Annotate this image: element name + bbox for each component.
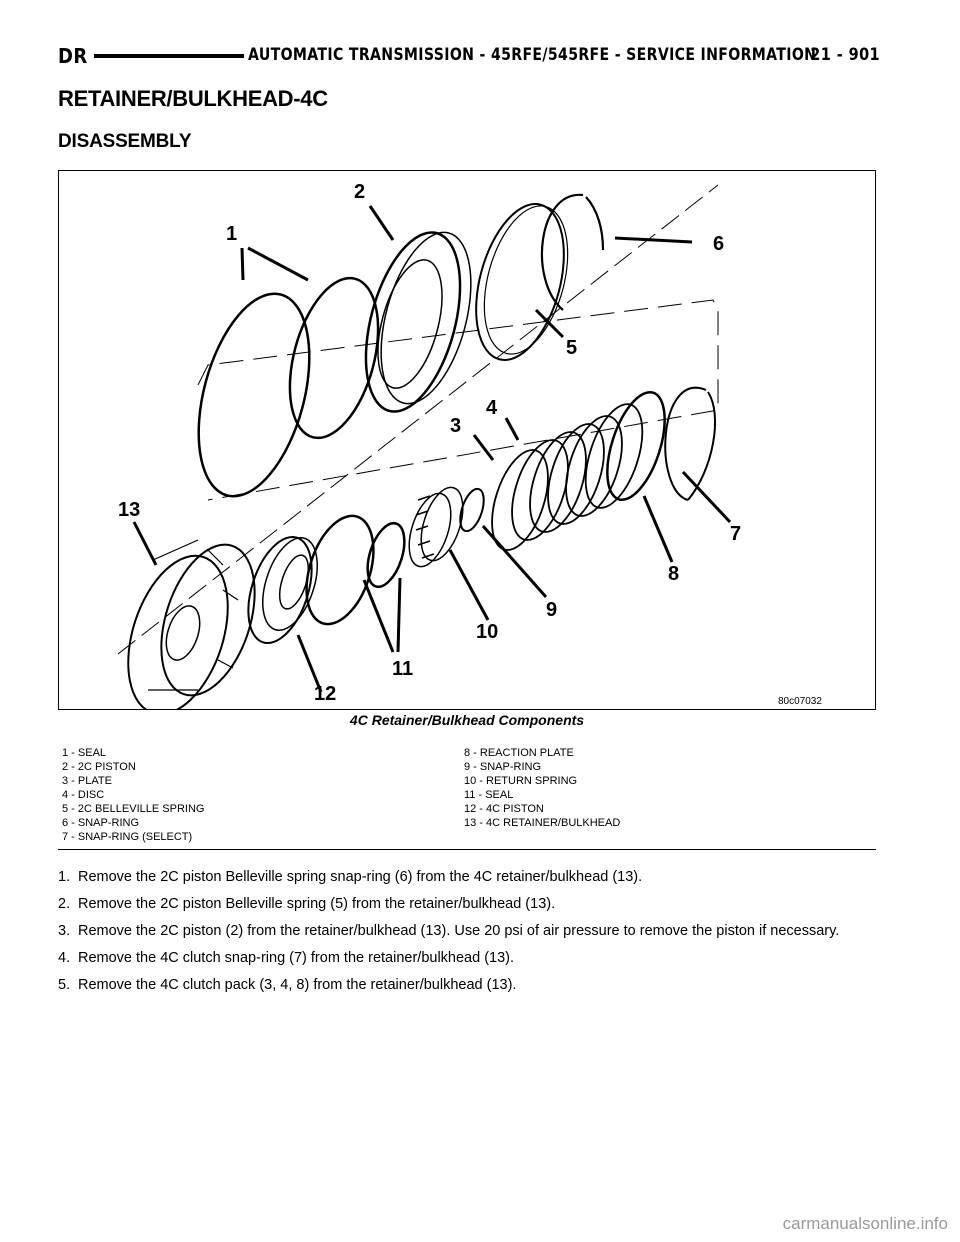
figure-frame: [59, 171, 876, 710]
legend-right: [464, 746, 620, 830]
procedure-steps: [58, 868, 878, 1003]
step-text: Remove the 2C piston Belleville spring (5) from the retainer/bulkhead (13).: [78, 896, 556, 912]
legend-item: 8 - REACTION PLATE: [464, 747, 574, 759]
centerline: [118, 185, 718, 654]
step-number: 2.: [58, 896, 71, 912]
legend-item: 2 - 2C PISTON: [62, 761, 136, 773]
step-item: [58, 922, 878, 941]
seal-1b-part: [274, 268, 394, 447]
callout-11: 11: [392, 658, 414, 680]
legend-item: 10 - RETURN SPRING: [464, 775, 578, 787]
seal-outer-part: [294, 507, 386, 632]
legend-item: 13 - 4C RETAINER/BULKHEAD: [464, 817, 621, 829]
snap-ring-6-part: [542, 195, 603, 310]
legend-item: 4 - DISC: [62, 789, 105, 801]
legend-item: 12 - 4C PISTON: [464, 803, 544, 815]
callout-12: 12: [314, 683, 337, 705]
watermark-link[interactable]: carmanualsonline.info: [782, 1214, 948, 1233]
callout-7: 7: [730, 523, 742, 545]
step-text: Remove the 4C clutch snap-ring (7) from the retainer/bulkhead (13).: [78, 950, 515, 966]
legend-item: 3 - PLATE: [62, 775, 112, 787]
callout-6: 6: [713, 233, 725, 255]
legend-item: 1 - SEAL: [62, 747, 107, 759]
step-text: Remove the 2C piston (2) from the retainer/bulkhead (13). Use 20 psi of air pressure to remove the piston if necessary.: [78, 923, 840, 939]
legend-item: 6 - SNAP-RING: [62, 817, 140, 829]
figure-caption: 4C Retainer/Bulkhead Components: [349, 712, 585, 728]
return-spring-part: [401, 482, 471, 571]
vehicle-code: DR: [58, 44, 88, 68]
callout-1: 1: [226, 223, 238, 245]
figure-id: 80c07032: [778, 696, 822, 707]
legend-item: 5 - 2C BELLEVILLE SPRING: [62, 803, 205, 815]
callout-numbers: [118, 181, 741, 705]
callout-13: 13: [118, 499, 141, 521]
step-text: Remove the 4C clutch pack (3, 4, 8) from the retainer/bulkhead (13).: [78, 977, 517, 993]
retainer-bulkhead-part: [110, 533, 272, 710]
clutch-pack-part: [481, 385, 676, 557]
step-item: [58, 895, 878, 914]
legend-item: 11 - SEAL: [464, 789, 514, 801]
callout-8: 8: [668, 563, 680, 585]
exploded-view-illustration: [58, 170, 876, 710]
step-item: [58, 949, 878, 968]
group-bracket: [198, 300, 718, 500]
callout-9: 9: [546, 599, 558, 621]
page-number: 21 - 901: [810, 45, 880, 65]
subsection-title: DISASSEMBLY: [58, 131, 192, 152]
legend-divider: [58, 849, 876, 850]
section-title: RETAINER/BULKHEAD-4C: [58, 86, 328, 111]
legend-left: [62, 746, 204, 844]
header-rule: [94, 54, 244, 58]
step-item: [58, 868, 878, 887]
step-number: 3.: [58, 923, 71, 939]
legend-item: 9 - SNAP-RING: [464, 761, 542, 773]
step-number: 5.: [58, 977, 71, 993]
callout-4: 4: [486, 397, 498, 419]
callout-3: 3: [450, 415, 462, 437]
callout-2: 2: [354, 181, 366, 203]
step-number: 1.: [58, 869, 71, 885]
callout-10: 10: [476, 621, 499, 643]
step-item: [58, 976, 878, 995]
legend-item: 7 - SNAP-RING (SELECT): [62, 831, 193, 843]
page-header: [58, 44, 880, 74]
header-title: AUTOMATIC TRANSMISSION - 45RFE/545RFE - SERVICE INFORMATION: [248, 45, 817, 65]
step-text: Remove the 2C piston Belleville spring snap-ring (6) from the 4C retainer/bulkhead (13).: [78, 869, 643, 885]
callout-5: 5: [566, 337, 578, 359]
step-number: 4.: [58, 950, 71, 966]
snap-ring-select-part: [665, 388, 715, 500]
2c-piston-part: [349, 222, 488, 421]
4c-piston-part: [236, 529, 327, 651]
